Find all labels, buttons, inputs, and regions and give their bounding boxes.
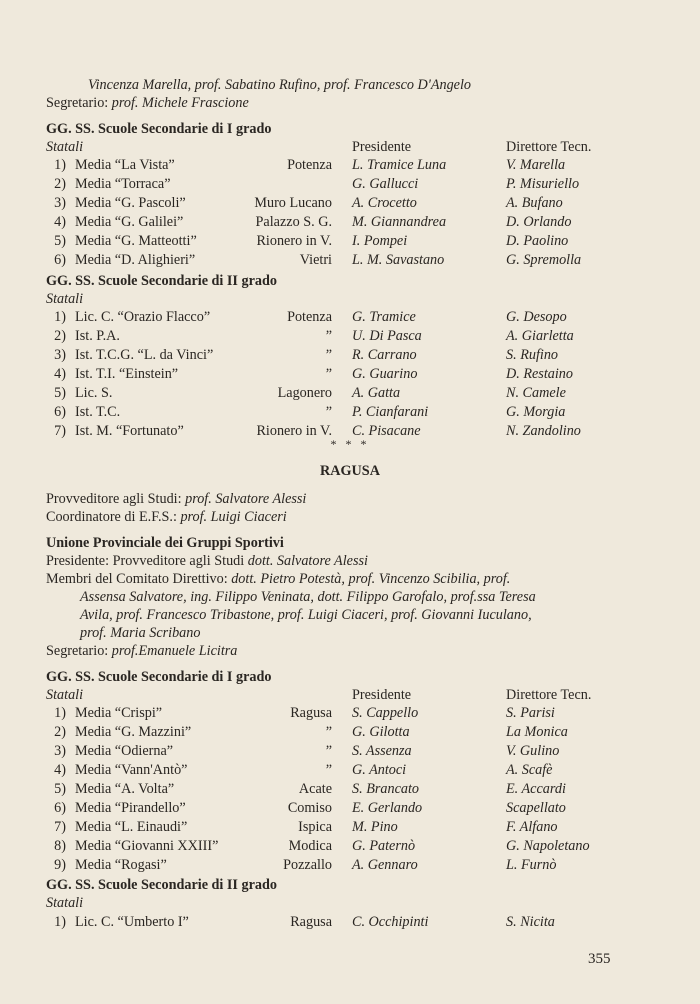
row-number: 2) <box>54 724 66 740</box>
presidente-name: A. Gatta <box>352 385 401 401</box>
provveditore-name: prof. Salvatore Alessi <box>185 491 307 507</box>
table-row <box>0 232 700 250</box>
direttore-name: V. Marella <box>506 157 566 173</box>
secretary-label: Segretario: <box>46 95 109 111</box>
presidente-name: S. Brancato <box>352 781 419 797</box>
direttore-name: A. Bufano <box>506 195 563 211</box>
table-row <box>0 346 700 364</box>
presidente-name: G. Antoci <box>352 762 407 778</box>
direttore-name: P. Misuriello <box>506 176 580 192</box>
presidente-name: E. Gerlando <box>352 800 423 816</box>
direttore-name: D. Orlando <box>506 214 572 230</box>
membri-label: Membri del Comitato Direttivo: <box>46 571 228 587</box>
statali-label: Statali <box>46 687 84 703</box>
section-separator: * * * <box>330 437 370 451</box>
school-city: ” <box>325 404 332 420</box>
table-header <box>0 138 700 156</box>
school-name: Media “D. Alighieri” <box>75 252 196 268</box>
presidente-name: G. Guarino <box>352 366 418 382</box>
presidente-name: S. Assenza <box>352 743 412 759</box>
unione-heading: Unione Provinciale dei Gruppi Sportivi <box>46 535 284 551</box>
school-name: Media “Rogasi” <box>75 857 167 873</box>
direttore-name: S. Rufino <box>506 347 559 363</box>
table-row <box>0 308 700 326</box>
row-number: 5) <box>54 385 66 401</box>
table-row <box>0 780 700 798</box>
presidente-name: M. Giannandrea <box>352 214 447 230</box>
section-heading: GG. SS. Scuole Secondarie di II grado <box>46 273 277 289</box>
school-name: Ist. P.A. <box>75 328 120 344</box>
table-row <box>0 704 700 722</box>
presidente-name: G. Tramice <box>352 309 416 325</box>
presidente-name: dott. Salvatore Alessi <box>247 553 368 569</box>
school-name: Media “G. Pascoli” <box>75 195 186 211</box>
direttore-name: G. Napoletano <box>506 838 590 854</box>
school-city: ” <box>325 366 332 382</box>
coordinatore-name: prof. Luigi Ciaceri <box>180 509 287 525</box>
membri-continuation: Assensa Salvatore, ing. Filippo Veninata, dott. Filippo Garofalo, prof.ssa Teresa <box>80 589 536 605</box>
table-row <box>0 403 700 421</box>
presidente-name: C. Pisacane <box>352 423 421 439</box>
school-city: Ragusa <box>290 914 332 930</box>
table-row <box>0 156 700 174</box>
statali-label: Statali <box>46 139 84 155</box>
direttore-name: G. Morgia <box>506 404 566 420</box>
row-number: 1) <box>54 914 66 930</box>
direttore-name: G. Desopo <box>506 309 567 325</box>
presidente-name: R. Carrano <box>352 347 417 363</box>
school-name: Media “Crispi” <box>75 705 163 721</box>
table-row <box>0 913 700 931</box>
school-city: Muro Lucano <box>254 195 332 211</box>
school-name: Ist. M. “Fortunato” <box>75 423 184 439</box>
school-name: Media “Giovanni XXIII” <box>75 838 219 854</box>
membri-continuation: Avila, prof. Francesco Tribastone, prof. Luigi Ciaceri, prof. Giovanni Iuculano, <box>80 607 532 623</box>
col-direttore: Direttore Tecn. <box>506 139 592 155</box>
direttore-name: S. Parisi <box>506 705 555 721</box>
school-city: ” <box>325 743 332 759</box>
direttore-name: S. Nicita <box>506 914 555 930</box>
table-header <box>0 686 700 704</box>
row-number: 5) <box>54 233 66 249</box>
row-number: 4) <box>54 762 66 778</box>
school-name: Ist. T.I. “Einstein” <box>75 366 179 382</box>
segretario-line <box>46 642 237 660</box>
presidente-name: C. Occhipinti <box>352 914 429 930</box>
school-name: Media “G. Mazzini” <box>75 724 192 740</box>
presidente-name: A. Gennaro <box>352 857 418 873</box>
school-name: Ist. T.C.G. “L. da Vinci” <box>75 347 214 363</box>
table-row <box>0 251 700 269</box>
table-row <box>0 365 700 383</box>
school-city: Potenza <box>287 309 332 325</box>
table-row <box>0 837 700 855</box>
presidente-name: S. Cappello <box>352 705 419 721</box>
school-name: Media “Torraca” <box>75 176 171 192</box>
row-number: 1) <box>54 157 66 173</box>
direttore-name: A. Giarletta <box>506 328 574 344</box>
presidente-name: L. Tramice Luna <box>352 157 447 173</box>
table-row <box>0 742 700 760</box>
row-number: 7) <box>54 423 66 439</box>
school-city: Ispica <box>298 819 332 835</box>
row-number: 5) <box>54 781 66 797</box>
direttore-name: V. Gulino <box>506 743 560 759</box>
segretario-name: prof.Emanuele Licitra <box>111 643 238 659</box>
presidente-name: G. Gilotta <box>352 724 410 740</box>
direttore-name: L. Furnò <box>506 857 557 873</box>
row-number: 6) <box>54 800 66 816</box>
table-row <box>0 723 700 741</box>
school-city: Modica <box>288 838 332 854</box>
table-row <box>0 384 700 402</box>
col-direttore: Direttore Tecn. <box>506 687 592 703</box>
page-number: 355 <box>588 951 611 967</box>
school-name: Lic. C. “Orazio Flacco” <box>75 309 211 325</box>
row-number: 6) <box>54 404 66 420</box>
coordinatore-label: Coordinatore di E.F.S.: <box>46 509 177 525</box>
school-city: Acate <box>298 781 332 797</box>
presidente-label: Presidente: Provveditore agli Studi <box>46 553 245 569</box>
row-number: 2) <box>54 328 66 344</box>
school-city: Ragusa <box>290 705 332 721</box>
table-row <box>0 175 700 193</box>
row-number: 3) <box>54 347 66 363</box>
presidente-name: I. Pompei <box>352 233 408 249</box>
statali-label: Statali <box>46 895 84 911</box>
statali-label: Statali <box>46 291 84 307</box>
membri-names: dott. Pietro Potestà, prof. Vincenzo Scibilia, prof. <box>231 571 511 587</box>
segretario-label: Segretario: <box>46 643 109 659</box>
school-name: Media “La Vista” <box>75 157 175 173</box>
school-city: Vietri <box>299 252 332 268</box>
provveditore-label: Provveditore agli Studi: <box>46 491 182 507</box>
presidente-name: G. Gallucci <box>352 176 419 192</box>
direttore-name: N. Zandolino <box>506 423 581 439</box>
direttore-name: E. Accardi <box>506 781 566 797</box>
row-number: 2) <box>54 176 66 192</box>
table-row <box>0 327 700 345</box>
row-number: 4) <box>54 214 66 230</box>
direttore-name: A. Scafè <box>506 762 553 778</box>
school-city: Rionero in V. <box>256 233 332 249</box>
row-number: 3) <box>54 195 66 211</box>
membri-line <box>46 570 510 588</box>
school-city: ” <box>325 347 332 363</box>
school-name: Lic. C. “Umberto I” <box>75 914 189 930</box>
row-number: 6) <box>54 252 66 268</box>
school-name: Lic. S. <box>75 385 113 401</box>
col-presidente: Presidente <box>352 139 412 155</box>
school-name: Media “L. Einaudi” <box>75 819 188 835</box>
intro-secretary <box>46 94 249 112</box>
table-row <box>0 194 700 212</box>
presidente-name: P. Cianfarani <box>352 404 429 420</box>
school-city: ” <box>325 328 332 344</box>
presidente-name: L. M. Savastano <box>352 252 445 268</box>
direttore-name: D. Paolino <box>506 233 569 249</box>
school-city: Potenza <box>287 157 332 173</box>
school-city: ” <box>325 724 332 740</box>
school-name: Media “A. Volta” <box>75 781 175 797</box>
school-name: Ist. T.C. <box>75 404 121 420</box>
row-number: 3) <box>54 743 66 759</box>
row-number: 1) <box>54 705 66 721</box>
direttore-name: F. Alfano <box>506 819 558 835</box>
section-heading: GG. SS. Scuole Secondarie di I grado <box>46 121 272 137</box>
row-number: 8) <box>54 838 66 854</box>
presidente-name: G. Paternò <box>352 838 416 854</box>
school-name: Media “Vann'Antò” <box>75 762 188 778</box>
row-number: 7) <box>54 819 66 835</box>
school-city: Rionero in V. <box>256 423 332 439</box>
school-name: Media “Odierna” <box>75 743 174 759</box>
direttore-name: D. Restaino <box>506 366 573 382</box>
coordinatore-line <box>46 508 287 526</box>
table-row <box>0 856 700 874</box>
direttore-name: N. Camele <box>506 385 566 401</box>
intro-line: Vincenza Marella, prof. Sabatino Rufino, prof. Francesco D'Angelo <box>88 77 472 93</box>
row-number: 1) <box>54 309 66 325</box>
membri-continuation: prof. Maria Scribano <box>80 625 201 641</box>
school-name: Media “G. Galilei” <box>75 214 184 230</box>
table-row <box>0 761 700 779</box>
row-number: 4) <box>54 366 66 382</box>
school-name: Media “Pirandello” <box>75 800 186 816</box>
school-city: Comiso <box>287 800 332 816</box>
section-heading: GG. SS. Scuole Secondarie di I grado <box>46 669 272 685</box>
row-number: 9) <box>54 857 66 873</box>
school-city: Palazzo S. G. <box>255 214 332 230</box>
secretary-name: prof. Michele Frascione <box>111 95 249 111</box>
province-title: RAGUSA <box>320 463 380 479</box>
provveditore-line <box>46 490 306 508</box>
table-row <box>0 799 700 817</box>
col-presidente: Presidente <box>352 687 412 703</box>
direttore-name: Scapellato <box>506 800 566 816</box>
school-city: ” <box>325 762 332 778</box>
table-row <box>0 213 700 231</box>
presidente-name: M. Pino <box>352 819 398 835</box>
school-city: Lagonero <box>277 385 332 401</box>
school-city: Pozzallo <box>283 857 332 873</box>
table-row <box>0 818 700 836</box>
section-heading: GG. SS. Scuole Secondarie di II grado <box>46 877 277 893</box>
presidente-line <box>46 552 368 570</box>
presidente-name: A. Crocetto <box>352 195 417 211</box>
presidente-name: U. Di Pasca <box>352 328 422 344</box>
direttore-name: G. Spremolla <box>506 252 582 268</box>
school-name: Media “G. Matteotti” <box>75 233 197 249</box>
direttore-name: La Monica <box>506 724 568 740</box>
